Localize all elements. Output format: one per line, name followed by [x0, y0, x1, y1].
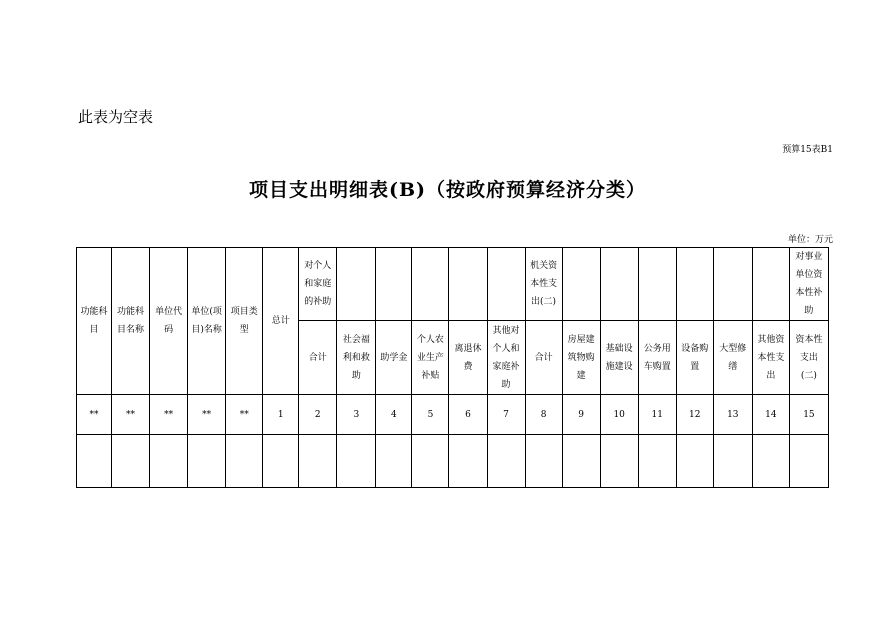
header-g2-repair: 大型修缮: [713, 321, 752, 395]
empty-cell: [789, 435, 828, 488]
empty-cell: [263, 435, 299, 488]
index-cell: 15: [789, 395, 828, 435]
header-blank: [449, 248, 487, 321]
index-row: [77, 395, 829, 435]
empty-cell: [676, 435, 713, 488]
empty-cell: [713, 435, 752, 488]
empty-cell: [525, 435, 562, 488]
header-row-1: [77, 248, 829, 321]
empty-cell: [299, 435, 337, 488]
index-cell: 6: [449, 395, 487, 435]
header-func-subject: 功能科目: [77, 248, 112, 395]
header-blank: [337, 248, 376, 321]
header-g1-other: 其他对个人和家庭补助: [487, 321, 525, 395]
empty-table-note: 此表为空表: [78, 108, 154, 126]
header-g1-retire: 离退休费: [449, 321, 487, 395]
header-blank: [412, 248, 449, 321]
index-cell: 4: [376, 395, 412, 435]
header-group-capital-expenditure: 机关资本性支出(二): [525, 248, 562, 321]
header-blank: [562, 248, 600, 321]
header-g3-sub: 资本性支出(二): [789, 321, 828, 395]
header-blank: [713, 248, 752, 321]
index-cell: **: [150, 395, 188, 435]
index-cell: 11: [638, 395, 676, 435]
header-g1-grant: 助学金: [376, 321, 412, 395]
header-g1-total: 合计: [299, 321, 337, 395]
header-g2-total: 合计: [525, 321, 562, 395]
empty-cell: [226, 435, 263, 488]
index-cell: 14: [752, 395, 789, 435]
header-g2-vehicle: 公务用车购置: [638, 321, 676, 395]
empty-cell: [487, 435, 525, 488]
index-cell: **: [226, 395, 263, 435]
index-cell: 12: [676, 395, 713, 435]
index-cell: **: [112, 395, 150, 435]
index-cell: 7: [487, 395, 525, 435]
empty-cell: [77, 435, 112, 488]
empty-cell: [112, 435, 150, 488]
header-g2-equipment: 设备购置: [676, 321, 713, 395]
header-unit-project-name: 单位(项目)名称: [188, 248, 226, 395]
header-group-personal-subsidy: 对个人和家庭的补助: [299, 248, 337, 321]
header-blank: [600, 248, 638, 321]
empty-cell: [638, 435, 676, 488]
header-g1-welfare: 社会福利和救助: [337, 321, 376, 395]
empty-cell: [188, 435, 226, 488]
header-blank: [676, 248, 713, 321]
header-g1-farm: 个人农业生产补贴: [412, 321, 449, 395]
empty-cell: [337, 435, 376, 488]
header-blank: [638, 248, 676, 321]
header-blank: [487, 248, 525, 321]
empty-cell: [600, 435, 638, 488]
header-total: 总计: [263, 248, 299, 395]
header-unit-code: 单位代码: [150, 248, 188, 395]
index-cell: 10: [600, 395, 638, 435]
index-cell: **: [188, 395, 226, 435]
page-title: 项目支出明细表(B)（按政府预算经济分类）: [248, 179, 647, 201]
index-cell: 8: [525, 395, 562, 435]
empty-cell: [449, 435, 487, 488]
header-group-institution-subsidy: 对事业单位资本性补助: [789, 248, 828, 321]
empty-cell: [752, 435, 789, 488]
empty-cell: [376, 435, 412, 488]
budget-table: [76, 247, 829, 488]
header-g2-other: 其他资本性支出: [752, 321, 789, 395]
table-code: 预算15表B1: [782, 145, 833, 155]
index-cell: 5: [412, 395, 449, 435]
unit-label: 单位：万元: [787, 235, 833, 245]
index-cell: 9: [562, 395, 600, 435]
header-func-subject-name: 功能科目名称: [112, 248, 150, 395]
empty-cell: [150, 435, 188, 488]
empty-cell: [412, 435, 449, 488]
empty-cell: [562, 435, 600, 488]
index-cell: **: [77, 395, 112, 435]
header-project-type: 项目类型: [226, 248, 263, 395]
header-g2-building: 房屋建筑物购建: [562, 321, 600, 395]
index-cell: 1: [263, 395, 299, 435]
index-cell: 13: [713, 395, 752, 435]
header-blank: [376, 248, 412, 321]
header-g2-infra: 基础设施建设: [600, 321, 638, 395]
header-blank: [752, 248, 789, 321]
index-cell: 3: [337, 395, 376, 435]
index-cell: 2: [299, 395, 337, 435]
empty-data-row: [77, 435, 829, 488]
